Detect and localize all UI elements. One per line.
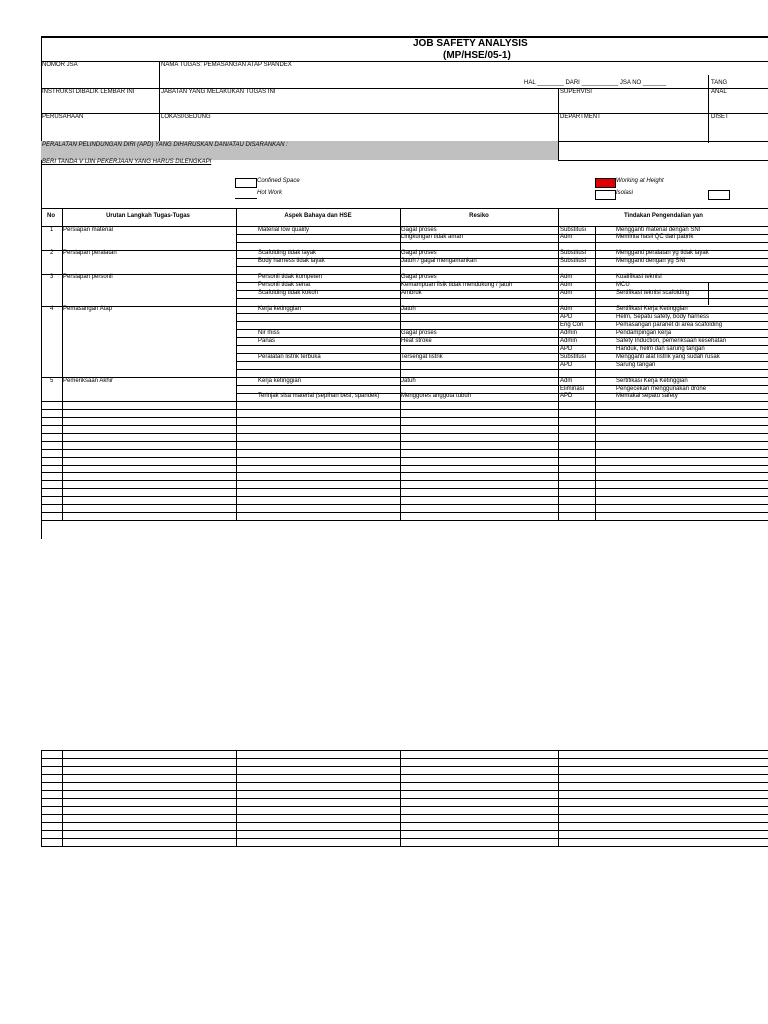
bottom-row-line [41,822,768,823]
row-line [41,480,768,481]
row-step: Persiapan personil [63,274,113,281]
header-line-5 [558,160,768,161]
row-control-type: Adm [560,274,573,281]
working-at-height-checkbox[interactable] [595,178,616,188]
row-line [41,488,768,489]
row-control: Pemasangan paranet di area scafolding [616,321,723,328]
row-risk: Jatuh [401,306,416,312]
row-control: Handuk, helm dan sarung tangan [616,345,705,352]
header-vline-3 [708,75,709,143]
row-hazard: Kerja ketinggian [258,377,302,384]
row-step: Pemasangan Atap [63,306,113,312]
row-control: Meminta hasil QC dari pabrik [616,234,694,241]
row-risk: Gagal proses [401,329,437,336]
bottom-row-line [41,790,768,791]
bottom-row-line [41,798,768,799]
row-hazard: Scafolding tidak layak [258,250,317,257]
column-header-3: Resiko [469,213,489,219]
row-control: Mengganti dengan yg SNI [616,258,686,265]
row-risk: Gagal proses [401,274,437,281]
row-hazard: Material low quality [258,226,310,233]
row-control-type: Substitusi [560,258,587,265]
row-control-type: Admin [560,337,578,344]
apd-label: PERALATAN PELINDUNGAN DIRI (APD) YANG DIHARUSKAN DAN/ATAU DISARANKAN : [42,142,288,148]
diset-label: DISET [711,114,729,120]
table-bottom-line [41,520,768,521]
row-step: Pemeriksaan Akhir [63,377,114,384]
row-control-type: Substitusi [560,226,587,233]
bottom-col-line-3 [400,750,401,846]
hal-label: HAL ________ DARI ___________ JSA NO _______ [524,80,667,86]
bottom-col-line-2 [236,750,237,846]
row-line [236,361,768,362]
row-hazard: Peralatan listrik terbuka [258,353,321,360]
row-step: Persiapan peralatan [63,250,117,257]
perusahaan-label: PERUSAHAAN [42,114,84,120]
row-risk: Tersengat listrik [401,353,443,360]
bottom-col-line-4 [558,750,559,846]
form-code: (MP/HSE/05-1) [443,50,511,61]
top-border [41,36,768,38]
confined-space-label: Confined Space [257,178,300,184]
row-control-type: APD [560,361,573,368]
row-no: 4 [50,306,54,312]
row-control: Pengecekan menggunakan drone [616,385,707,392]
row-risk: Lingkungan tidak aman [401,234,464,241]
column-header-1: Urutan Langkah Tugas-Tugas [106,213,190,219]
table-col-line-2 [236,208,237,520]
table-col-line-3 [400,208,401,520]
row-control: Safety Induction, pemeriksaan kesehatan [616,337,727,344]
row-hazard: Personil tidak sehat [258,282,311,289]
bottom-col-line-0 [41,750,42,846]
row-hazard: Kerja ketinggian [258,306,302,312]
row-hazard: Scafolding tidak kokoh [258,290,319,297]
tang-label: TANG [711,80,728,86]
row-control: Mengganti material dengan SNI [616,226,701,233]
row-control: Sertifikasi Kerja Ketinggian [616,377,688,384]
table-col-line-4 [558,208,559,520]
bottom-row-line [41,750,768,751]
row-control: Mengganti alat listrik yang sudah rusak [616,353,720,360]
row-control-type: Substitusi [560,250,587,257]
row-line [41,512,768,513]
row-no: 3 [50,274,54,281]
row-control-type: Eng Con [560,321,584,328]
row-control-type: Substitusi [560,353,587,360]
row-line [236,266,768,267]
row-risk: Gagal proses [401,226,437,233]
jabatan-label: JABATAN YANG MELAKUKAN TUGAS INI [161,89,276,95]
row-control-type: Eliminasi [560,385,585,392]
isolasi-checkbox[interactable] [595,190,616,200]
row-control-type: Adm [560,306,573,312]
row-line [41,417,768,418]
row-hazard: Terinjak sisa material (sepihan besi, spandek) [258,393,380,400]
row-line [41,409,768,410]
row-line [236,369,768,370]
bottom-row-line [41,846,768,847]
table-col-line-1 [62,208,63,520]
row-control-type: Adm [560,282,573,289]
table-col-line-5 [595,226,596,520]
header-vline-1 [159,61,160,143]
row-line [41,504,768,505]
row-no: 2 [50,250,54,257]
row-control: Pendampingan kerja [616,329,672,336]
supervisi-label: SUPERVISI [560,89,592,95]
row-line [41,449,768,450]
row-step: Persiapan material [63,226,114,233]
row-control: MCU [616,282,630,289]
row-control: Sarung tangan [616,361,656,368]
table-top-line [41,208,768,209]
working-at-height-label: Working at Height [616,178,664,184]
row-control-type: APD [560,393,573,400]
row-risk: Menggores anggota tubuh [401,393,472,400]
row-line [41,433,768,434]
column-header-4: Tindakan Pengendalian yan [624,213,703,219]
column-header-2: Aspek Bahaya dan HSE [284,213,352,219]
row-control-type: APD [560,345,573,352]
row-line [236,298,768,299]
table-col-line-6 [708,282,709,306]
row-control: Mengganti peralatan yg tidak layak [616,250,709,257]
instruksi-label: INSTRUKSI DIBALIK LEMBAR INI [42,89,135,95]
row-control-type: Adm [560,234,573,241]
row-hazard: Nir miss [258,329,280,336]
row-line [41,401,768,402]
row-line [41,457,768,458]
anal-label: ANAL [711,89,727,95]
row-control: Sertifikasi teknisi scafolding [616,290,690,297]
row-line [236,329,768,330]
header-line-1 [41,61,768,62]
column-header-0: No [47,213,55,219]
bottom-row-line [41,806,768,807]
row-line [236,242,768,243]
row-control-type: Adm [560,290,573,297]
nama-tugas-label: NAMA TUGAS: PEMASANGAN ATAP SPANDEX [161,62,292,68]
row-no: 5 [50,377,54,384]
row-hazard: Panas [258,337,276,344]
nomor-jsa-label: NOMOR JSA [42,62,78,68]
bottom-row-line [41,774,768,775]
row-line [41,496,768,497]
bottom-row-line [41,766,768,767]
row-risk: Heat stroke [401,337,432,344]
hot-work-label: Hot Work [257,190,283,196]
permit-instruction: BERI TANDA V IJIN PEKERJAAN YANG HARUS DILENGKAPI [42,159,212,165]
row-hazard: Body harness tidak layak [258,258,325,265]
bottom-col-line-1 [62,750,63,846]
row-line [41,465,768,466]
row-control-type: APD [560,313,573,320]
header-vline-2 [558,88,559,161]
row-hazard: Personil tidak kompeten [258,274,323,281]
bottom-row-line [41,838,768,839]
confined-space-checkbox[interactable] [235,178,257,188]
row-risk: Kemampuan fisik tidak mendukung / jatuh [401,282,513,289]
bottom-row-line [41,830,768,831]
row-risk: Ambruk [401,290,422,297]
row-control-type: Admin [560,329,578,336]
header-line-2 [41,88,768,89]
bottom-row-line [41,782,768,783]
table-col-line-0 [41,208,42,520]
bottom-row-line [41,814,768,815]
row-risk: Jatuh / gagal mengamankan [401,258,477,265]
hot-work-line [235,198,257,199]
lokasi-label: LOKASI/GEDUNG [161,114,211,120]
row-control-type: Adm [560,377,573,384]
row-risk: Jatuh [401,377,416,384]
row-line [41,472,768,473]
row-no: 1 [50,226,54,233]
isolasi-label: Isolasi [616,190,634,196]
row-risk: Gagal proses [401,250,437,257]
row-line [41,425,768,426]
row-control: Kualifikasi teknisi [616,274,662,281]
header-line-3 [41,113,768,114]
row-control: Sertifikasi Kerja Ketinggian [616,306,688,312]
page-title: JOB SAFETY ANALYSIS [413,38,528,49]
bottom-row-line [41,758,768,759]
row-control: Memakai sepatu safety [616,393,678,400]
department-label: DEPARTMENT [560,114,601,120]
row-control: Helm, Sepatu safety, body harness [616,313,709,320]
extra-permit-checkbox[interactable] [708,190,730,200]
row-line [41,441,768,442]
